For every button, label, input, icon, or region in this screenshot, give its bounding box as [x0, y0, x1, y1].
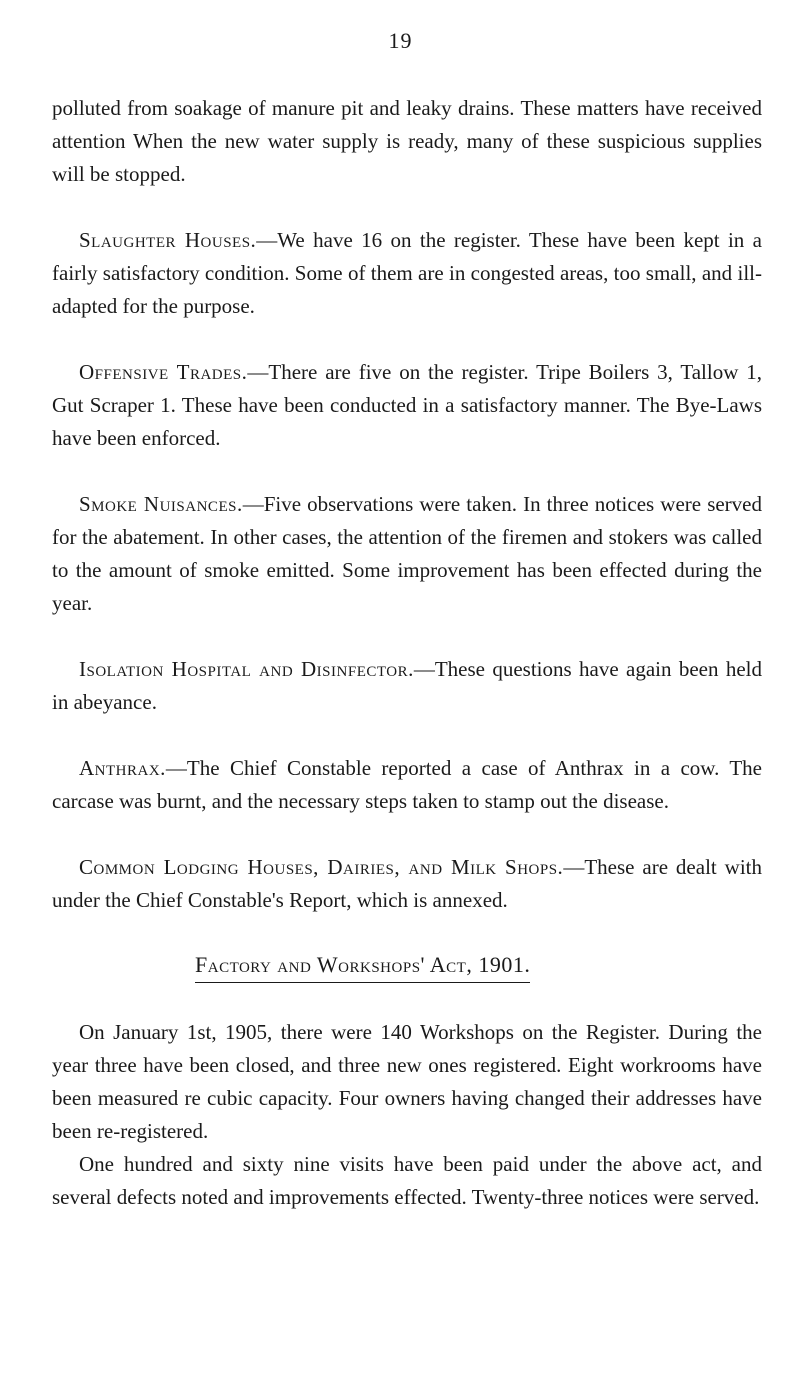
factory-section-heading-row: [52, 950, 762, 983]
paragraph-spacer: [52, 818, 762, 851]
slaughter-houses-text: —We have 16 on the register. These have been kept in a fairly satisfactory condition. Some of them are in congested areas, too small, and ill-adapted for the purpose.: [52, 228, 762, 318]
offensive-trades-text: —There are five on the register. Tripe Boilers 3, Tallow 1, Gut Scraper 1. These have been conducted in a satisfactory manner. The Bye-Laws have been enforced.: [52, 360, 762, 450]
page-number: 19: [388, 28, 413, 53]
paragraph-spacer: [52, 620, 762, 653]
anthrax-paragraph: [52, 752, 762, 818]
lodging-houses-heading: Common Lodging Houses, Dairies, and Milk Shops.: [79, 855, 564, 879]
lodging-houses-paragraph: [52, 851, 762, 917]
paragraph-spacer: [52, 455, 762, 488]
slaughter-houses-heading: Slaughter Houses.: [79, 228, 257, 252]
factory-paragraph-2: One hundred and sixty nine visits have been paid under the above act, and several defects noted and improvements effected. Twenty-three notices were served.: [52, 1152, 762, 1209]
smoke-nuisances-heading: Smoke Nuisances.: [79, 492, 243, 516]
smoke-nuisances-text: —Five observations were taken. In three notices were served for the abatement. In other cases, the attention of the firemen and stokers was called to the amount of smoke emitted. Some improvement has been effected during the year.: [52, 492, 763, 615]
isolation-hospital-text: —These questions have again been held in abeyance.: [52, 657, 763, 714]
isolation-hospital-heading: Isolation Hospital and Disinfector.: [79, 657, 414, 681]
anthrax-text: —The Chief Constable reported a case of Anthrax in a cow. The carcase was burnt, and the necessary steps taken to stamp out the disease.: [52, 756, 762, 813]
lodging-houses-text: —These are dealt with under the Chief Constable's Report, which is annexed.: [52, 855, 762, 912]
isolation-hospital-paragraph: [52, 653, 762, 719]
offensive-trades-heading: Offensive Trades.: [79, 360, 248, 384]
paragraph-spacer: [52, 917, 762, 950]
page-body: [52, 92, 762, 1214]
paragraph-spacer: [52, 323, 762, 356]
anthrax-heading: Anthrax.: [79, 756, 166, 780]
slaughter-houses-paragraph: [52, 224, 762, 323]
offensive-trades-paragraph: [52, 356, 762, 455]
factory-paragraph-1: On January 1st, 1905, there were 140 Workshops on the Register. During the year three have been closed, and three new ones registered. Eight workrooms have been measured re cubic capacity. Four owners having changed their addresses have been re-registered.: [52, 1020, 762, 1143]
paragraph-spacer: [52, 983, 762, 1016]
paragraph-spacer: [52, 719, 762, 752]
factory-section-heading: Factory and Workshops' Act, 1901.: [195, 950, 530, 983]
intro-paragraph: polluted from soakage of manure pit and leaky drains. These matters have received attention When the new water supply is ready, many of these suspicious supplies will be stopped.: [52, 96, 762, 186]
paragraph-spacer: [52, 191, 762, 224]
smoke-nuisances-paragraph: [52, 488, 762, 620]
